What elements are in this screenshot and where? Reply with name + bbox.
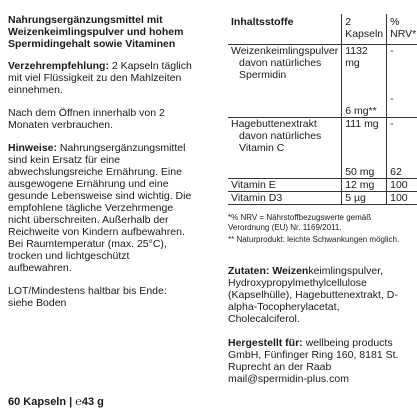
recommendation-label: Verzehrempfehlung: xyxy=(8,60,109,72)
row2-name: Hagebuttenextrakt xyxy=(231,118,317,130)
recommendation-text: 2 Kapseln täglich mit viel Flüssigkeit zu den Mahlzeiten einnehmen. xyxy=(8,60,192,96)
row1-name: Weizenkeimlingspulver xyxy=(231,45,339,57)
table-row xyxy=(228,118,417,179)
lot-text: LOT/Mindestens haltbar bis Ende: siehe Boden xyxy=(8,285,167,309)
nrv-note: *% NRV = Nährstoffbezugswerte gemäß Verordnung (EU) Nr. 1169/2011. xyxy=(228,213,372,232)
product-title: Nahrungsergänzungsmittel mit Weizenkeimlingspulver und hohem Spermidingehalt sowie Vitaminen xyxy=(8,14,184,50)
ingredients-text: keimlingspulver, Hydroxypropylmethylcellulose (Kapselhülle), Hagebuttenextrakt, D-alpha-Tocopherylacetat, Cholecalciferol. xyxy=(228,265,398,325)
hints xyxy=(8,142,192,274)
manufacturer-text: wellbeing products GmbH, Fünfinger Ring 160, 8181 St. Ruprecht an der Raab mail@spermidin-plus.com xyxy=(228,337,399,385)
right-column xyxy=(228,14,417,385)
left-column xyxy=(8,14,192,320)
header-nrv: % NRV* xyxy=(387,14,417,45)
natural-note: ** Naturprodukt: leichte Schwankungen möglich. xyxy=(228,235,400,244)
row4-nrv: 100 xyxy=(387,192,417,205)
nutrition-table xyxy=(228,14,417,205)
row1-amount: 1132 mg xyxy=(345,45,368,69)
ingredients xyxy=(228,265,410,325)
row1-sub-amount: 6 mg** xyxy=(345,105,377,117)
table-row xyxy=(228,45,417,118)
row3-nrv: 100 xyxy=(387,179,417,192)
row2-sub-name: davon natürliches Vitamin C xyxy=(239,130,322,154)
row2-sub-amount: 50 mg xyxy=(345,166,375,178)
manufacturer xyxy=(228,337,410,385)
row1-nrv: - xyxy=(390,45,394,57)
table-row xyxy=(228,192,417,205)
row1-sub-name: davon natürliches Spermidin xyxy=(239,57,322,81)
hint-text: Nahrungsergänzungsmittel sind kein Ersatz für eine abwechslungsreiche Ernährung. Eine ausgewogene Ernährung und eine gesunde Lebensweise sind wichtig. Die empfohlene tägliche Verzehrmenge nicht überschreiten. Außerhalb der Reichweite von Kindern aufbewahren. Bei Raumtemperatur (max. 25°C), trocken und lichtgeschützt aufbewahren. xyxy=(8,142,192,274)
row2-amount: 111 mg xyxy=(345,118,379,130)
package-info: 60 Kapseln | ℮43 g xyxy=(8,396,104,408)
table-row xyxy=(228,179,417,192)
after-opening-text: Nach dem Öffnen innerhalb von 2 Monaten verbrauchen. xyxy=(8,107,165,131)
row2-nrv: - xyxy=(390,118,394,130)
table-header-row xyxy=(228,14,417,45)
hint-label: Hinweise: xyxy=(8,142,58,154)
ingredients-bold: Weizen xyxy=(269,265,309,277)
row1-sub-nrv: - xyxy=(390,93,394,105)
row2-sub-nrv: 62 xyxy=(390,166,402,178)
row4-amount: 5 µg xyxy=(342,192,387,205)
row3-amount: 12 mg xyxy=(342,179,387,192)
row3-name: Vitamin E xyxy=(228,179,342,192)
header-ingredients: Inhaltsstoffe xyxy=(228,14,342,45)
ingredients-label: Zutaten: xyxy=(228,265,270,277)
recommendation xyxy=(8,60,192,96)
manufacturer-label: Hergestellt für: xyxy=(228,337,303,349)
row4-name: Vitamin D3 xyxy=(228,192,342,205)
header-amount: 2 Kapseln xyxy=(342,14,387,45)
